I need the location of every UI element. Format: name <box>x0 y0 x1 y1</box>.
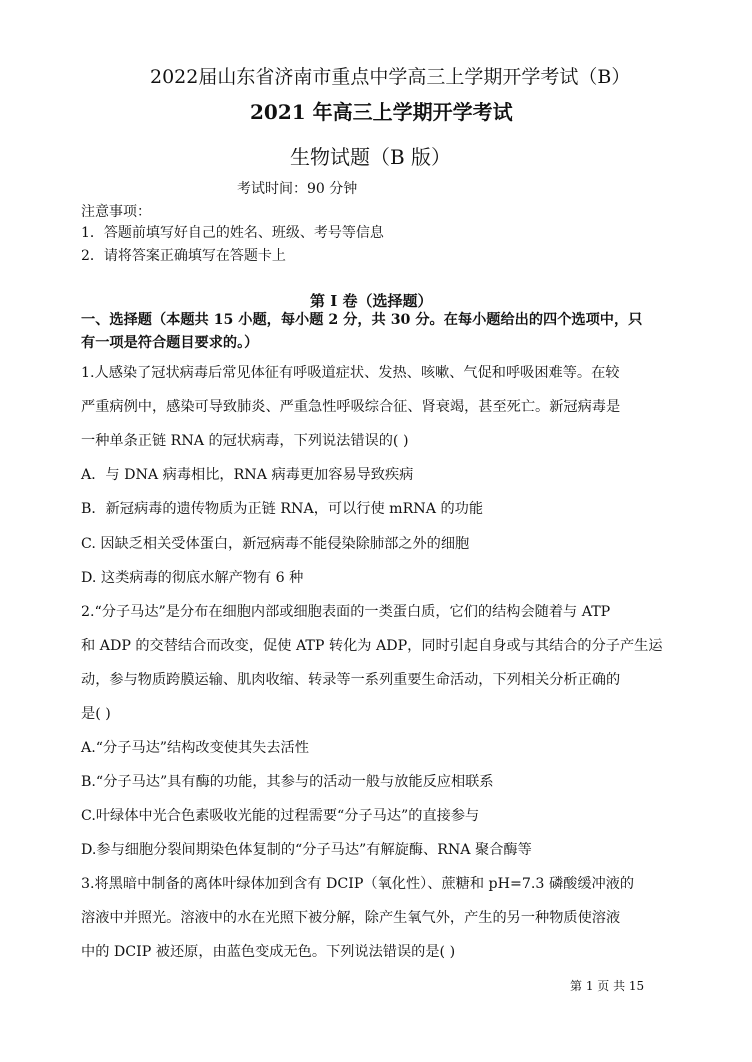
question-2-option-c: C.叶绿体中光合色素吸收光能的过程需要“分子马达”的直接参与 <box>81 808 480 824</box>
note-item: 1．答题前填写好自己的姓名、班级、考号等信息 <box>81 225 384 241</box>
page-footer: 第 1 页 共 15 <box>570 979 645 993</box>
main-title: 2022届山东省济南市重点中学高三上学期开学考试（B） <box>150 66 631 88</box>
question-1-option-d: D. 这类病毒的彻底水解产物有 6 种 <box>81 570 304 586</box>
note-item: 2．请将答案正确填写在答题卡上 <box>81 248 286 264</box>
question-1-stem-line: 一种单条正链 RNA 的冠状病毒，下列说法错误的( ) <box>81 433 409 449</box>
question-2-stem-line: 动，参与物质跨膜运输、肌肉收缩、转录等一系列重要生命活动，下列相关分析正确的 <box>81 672 621 688</box>
subject-title: 生物试题（B 版） <box>290 145 452 169</box>
question-2-option-d: D.参与细胞分裂间期染色体复制的“分子马达”有解旋酶、RNA 聚合酶等 <box>81 842 532 858</box>
question-3-stem-line: 溶液中并照光。溶液中的水在光照下被分解，除产生氧气外，产生的另一种物质使溶液 <box>81 910 621 926</box>
question-2-stem-line: 和 ADP 的交替结合而改变，促使 ATP 转化为 ADP，同时引起自身或与其结合的分子产生运 <box>81 638 663 654</box>
question-2-option-a: A.“分子马达”结构改变使其失去活性 <box>81 740 309 756</box>
question-2-stem-line: 2.“分子马达”是分布在细胞内部或细胞表面的一类蛋白质，它们的结构会随着与 ATP <box>81 604 611 620</box>
question-1-option-a: A．与 DNA 病毒相比，RNA 病毒更加容易导致疾病 <box>81 467 414 483</box>
question-1-stem-line: 1.人感染了冠状病毒后常见体征有呼吸道症状、发热、咳嗽、气促和呼吸困难等。在较 <box>81 365 620 381</box>
notes-title: 注意事项： <box>81 204 151 220</box>
exam-time: 考试时间：90 分钟 <box>237 181 358 197</box>
question-3-stem-line: 中的 DCIP 被还原，由蓝色变成无色。下列说法错误的是( ) <box>81 944 456 960</box>
instructions-line: 有一项是符合题目要求的。） <box>81 335 259 351</box>
question-1-option-c: C. 因缺乏相关受体蛋白，新冠病毒不能侵染除肺部之外的细胞 <box>81 536 470 552</box>
section-title: 第 I 卷（选择题） <box>310 292 433 310</box>
question-1-stem-line: 严重病例中，感染可导致肺炎、严重急性呼吸综合征、肾衰竭，甚至死亡。新冠病毒是 <box>81 399 621 415</box>
question-2-option-b: B.“分子马达”具有酶的功能，其参与的活动一般与放能反应相联系 <box>81 774 494 790</box>
instructions-line: 一、选择题（本题共 15 小题，每小题 2 分，共 30 分。在每小题给出的四个选项中，只 <box>81 312 643 328</box>
sub-title: 2021 年高三上学期开学考试 <box>250 100 513 124</box>
question-1-option-b: B．新冠病毒的遗传物质为正链 RNA，可以行使 mRNA 的功能 <box>81 501 484 517</box>
question-3-stem-line: 3.将黑暗中制备的离体叶绿体加到含有 DCIP（氧化性）、蔗糖和 pH=7.3 磷酸缓冲液的 <box>81 876 635 892</box>
question-2-stem-line: 是( ) <box>81 706 111 722</box>
